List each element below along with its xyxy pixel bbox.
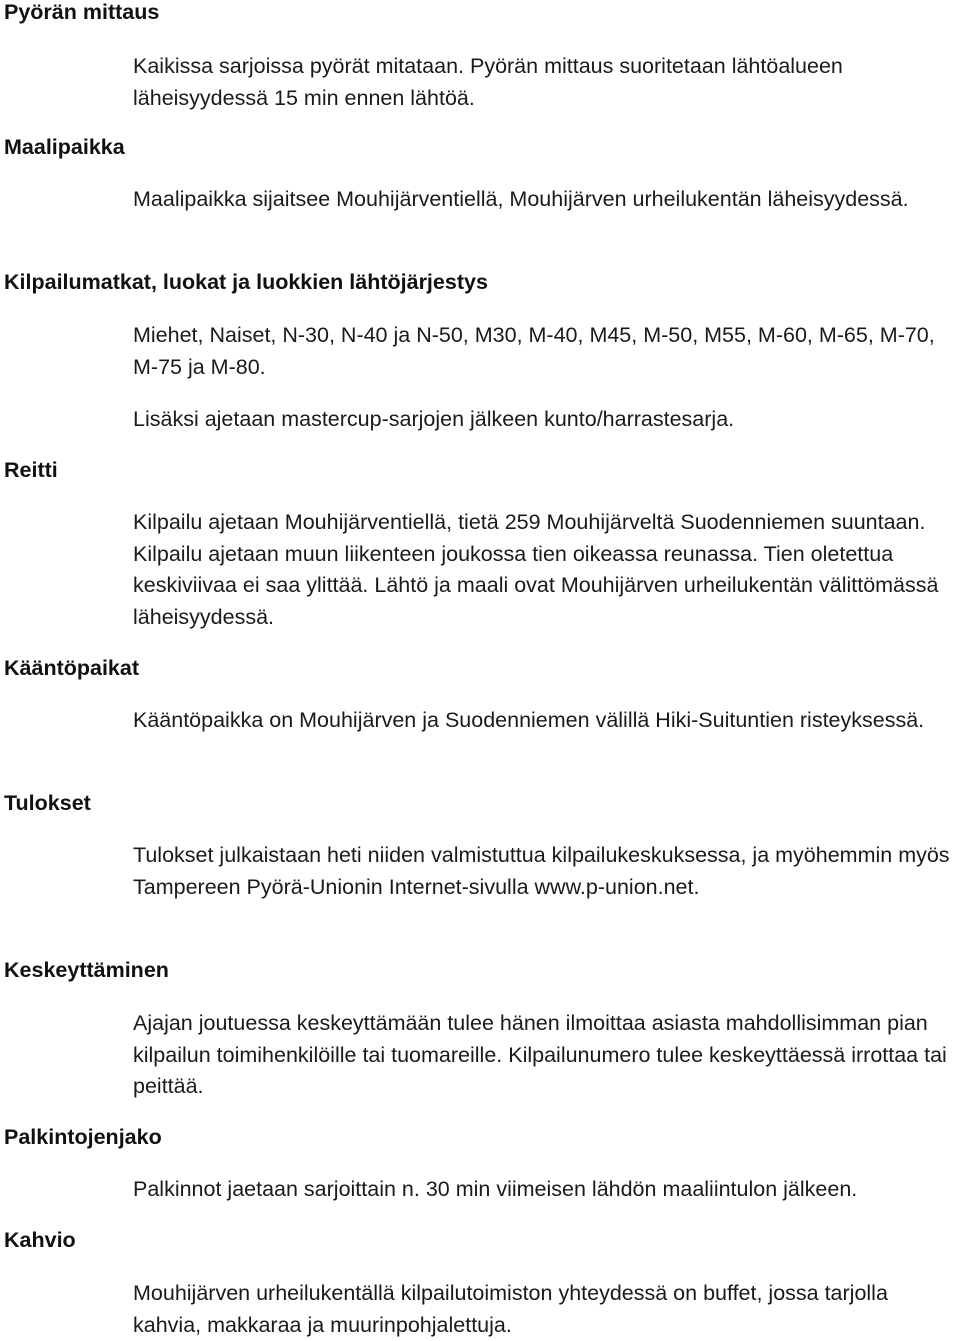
paragraph-lisaksi: Lisäksi ajetaan mastercup-sarjojen jälkeen kunto/harrastesarja. xyxy=(133,407,735,431)
paragraph-reitti: Kilpailu ajetaan Mouhijärventiellä, tietä 259 Mouhijärveltä Suodenniemen suuntaan. Kilpailu ajetaan muun liikenteen joukossa tien oikeassa reunassa. Tien oletettua keskiviivaa ei saa ylittää. Lähtö ja maali ovat Mouhijärven urheilukentän välittömässä läheisyydessä. xyxy=(133,510,939,629)
heading-reitti: Reitti xyxy=(4,458,58,482)
paragraph-keskeyttaminen: Ajajan joutuessa keskeyttämään tulee hänen ilmoittaa asiasta mahdollisimman pian kilpailun toimihenkilöille tai tuomareille. Kilpailunumero tulee keskeyttäessä irrottaa tai peittää. xyxy=(133,1011,947,1098)
paragraph-pyoran-mittaus: Kaikissa sarjoissa pyörät mitataan. Pyörän mittaus suoritetaan lähtöalueen läheisyydessä 15 min ennen lähtöä. xyxy=(133,54,843,110)
paragraph-palkintojenjako: Palkinnot jaetaan sarjoittain n. 30 min viimeisen lähdön maaliintulon jälkeen. xyxy=(133,1177,858,1201)
paragraph-maalipaikka: Maalipaikka sijaitsee Mouhijärventiellä, Mouhijärven urheilukentän läheisyydessä. xyxy=(133,187,909,211)
heading-keskeyttaminen: Keskeyttäminen xyxy=(4,958,169,982)
heading-palkintojenjako: Palkintojenjako xyxy=(4,1125,162,1149)
paragraph-kaantopaikat: Kääntöpaikka on Mouhijärven ja Suodenniemen välillä Hiki-Suituntien risteyksessä. xyxy=(133,708,925,732)
heading-maalipaikka: Maalipaikka xyxy=(4,135,125,159)
paragraph-kahvio: Mouhijärven urheilukentällä kilpailutoimiston yhteydessä on buffet, jossa tarjolla kahvia, makkaraa ja muurinpohjalettuja. xyxy=(133,1281,888,1337)
heading-pyoran-mittaus: Pyörän mittaus xyxy=(4,0,160,24)
heading-kaantopaikat: Kääntöpaikat xyxy=(4,656,140,680)
heading-kilpailumatkat: Kilpailumatkat, luokat ja luokkien lähtöjärjestys xyxy=(4,270,488,294)
paragraph-tulokset: Tulokset julkaistaan heti niiden valmistuttua kilpailukeskuksessa, ja myöhemmin myös Tampereen Pyörä-Unionin Internet-sivulla www.p-union.net. xyxy=(133,843,950,899)
heading-tulokset: Tulokset xyxy=(4,791,91,815)
paragraph-luokat: Miehet, Naiset, N-30, N-40 ja N-50, M30, M-40, M45, M-50, M55, M-60, M-65, M-70, M-75 ja M-80. xyxy=(133,323,935,379)
heading-kahvio: Kahvio xyxy=(4,1228,76,1252)
